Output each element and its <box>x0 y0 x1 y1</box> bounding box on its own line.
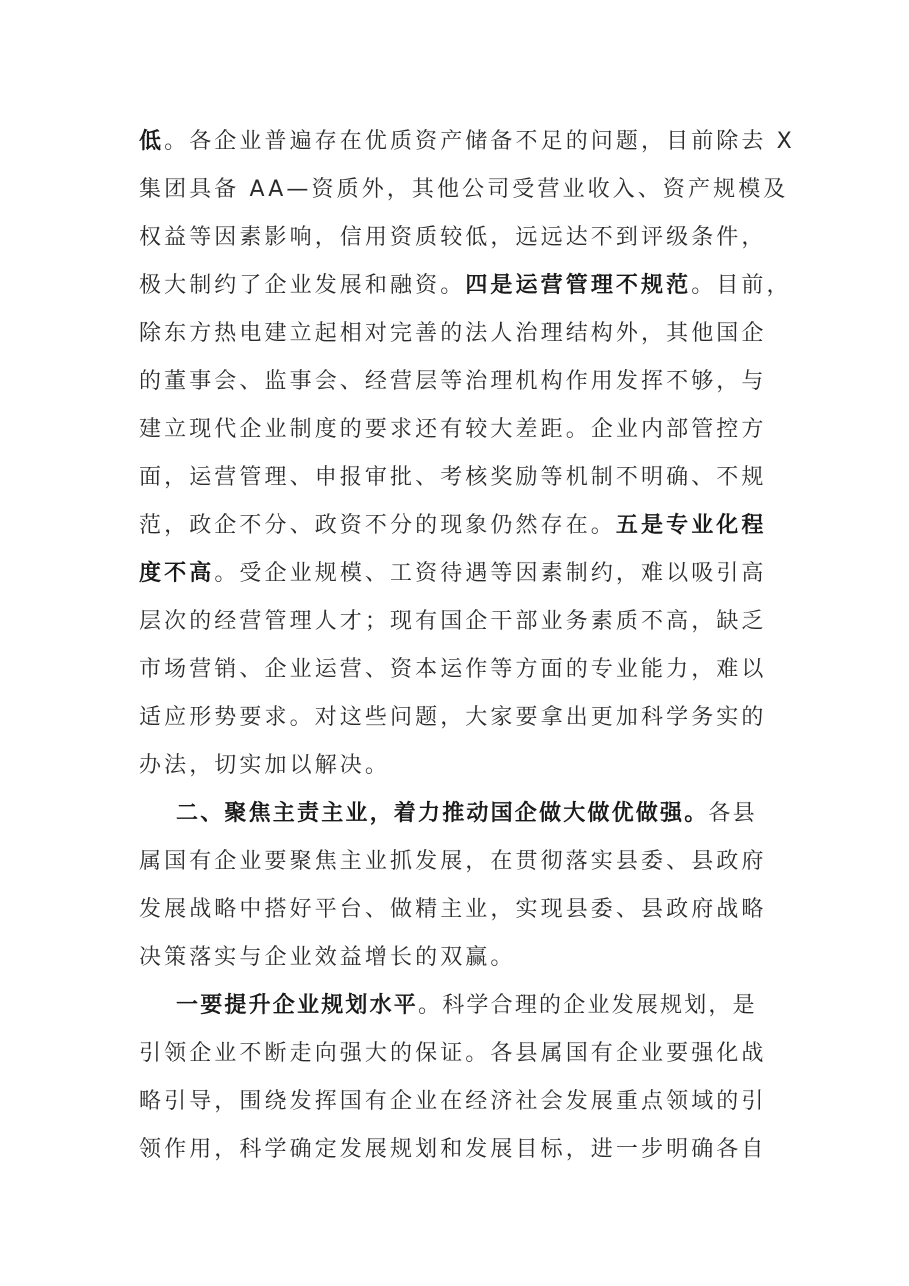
text-line <box>139 460 779 496</box>
text-line <box>139 412 779 448</box>
body-text: 发展战略中搭好平台、做精主业，实现县委、县政府战略 <box>139 897 767 922</box>
body-text: 。各企业普遍存在优质资产储备不足的问题，目前除去 X <box>164 129 795 154</box>
bold-text: 四是运营管理不规范 <box>465 273 692 298</box>
body-text: 市场营销、企业运营、资本运作等方面的专业能力，难以 <box>139 657 767 682</box>
body-text: 层次的经营管理人才；现有国企干部业务素质不高，缺乏 <box>139 609 767 634</box>
text-line <box>139 1036 779 1072</box>
body-text: 范，政企不分、政资不分的现象仍然存在。 <box>139 513 616 538</box>
body-text: 权益等因素影响，信用资质较低，远远达不到评级条件， <box>139 225 767 250</box>
body-text: 决策落实与企业效益增长的双赢。 <box>139 945 516 970</box>
section-heading-line <box>176 796 816 832</box>
text-line <box>139 652 779 688</box>
bold-text: 低 <box>139 129 165 154</box>
bold-text: 五是专业化程 <box>615 513 767 538</box>
body-text: 。受企业规模、工资待遇等因素制约，难以吸引高 <box>214 561 767 586</box>
subheading-line <box>176 988 816 1024</box>
body-text: 。科学合理的企业发展规划，是 <box>418 993 757 1018</box>
body-text: 极大制约了企业发展和融资。 <box>139 273 466 298</box>
text-line <box>139 1132 779 1168</box>
body-text: 面，运营管理、申报审批、考核奖励等机制不明确、不规 <box>139 465 767 490</box>
body-text: 办法，切实加以解决。 <box>139 753 391 778</box>
text-line <box>139 700 779 736</box>
text-line <box>139 604 779 640</box>
subheading: 一要提升企业规划水平 <box>176 993 419 1018</box>
text-line <box>139 1084 779 1120</box>
bold-text: 度不高 <box>139 561 215 586</box>
body-text: 的董事会、监事会、经营层等治理机构作用发挥不够，与 <box>139 369 767 394</box>
body-text: 各县 <box>708 801 757 826</box>
text-line <box>139 124 795 160</box>
text-line <box>139 508 779 544</box>
body-text: 集团具备 AA—资质外，其他公司受营业收入、资产规模及 <box>139 177 789 202</box>
text-line <box>139 220 779 256</box>
text-line <box>139 556 779 592</box>
body-text: 属国有企业要聚焦主业抓发展，在贯彻落实县委、县政府 <box>139 849 767 874</box>
text-line <box>139 316 779 352</box>
body-text: 略引导，围绕发挥国有企业在经济社会发展重点领域的引 <box>139 1089 767 1114</box>
text-line <box>139 748 779 784</box>
section-heading: 二、聚焦主责主业，着力推动国企做大做优做强。 <box>176 801 709 826</box>
body-text: 建立现代企业制度的要求还有较大差距。企业内部管控方 <box>139 417 767 442</box>
body-text: 领作用，科学确定发展规划和发展目标，进一步明确各自 <box>139 1137 767 1162</box>
text-line <box>139 940 779 976</box>
body-text: 适应形势要求。对这些问题，大家要拿出更加科学务实的 <box>139 705 767 730</box>
text-line <box>139 892 779 928</box>
text-line <box>139 268 792 304</box>
text-line <box>139 844 779 880</box>
body-text: 。目前， <box>691 273 792 298</box>
body-text: 引领企业不断走向强大的保证。各县属国有企业要强化战 <box>139 1041 767 1066</box>
text-line <box>139 364 779 400</box>
body-text: 除东方热电建立起相对完善的法人治理结构外，其他国企 <box>139 321 767 346</box>
text-line <box>139 172 789 208</box>
